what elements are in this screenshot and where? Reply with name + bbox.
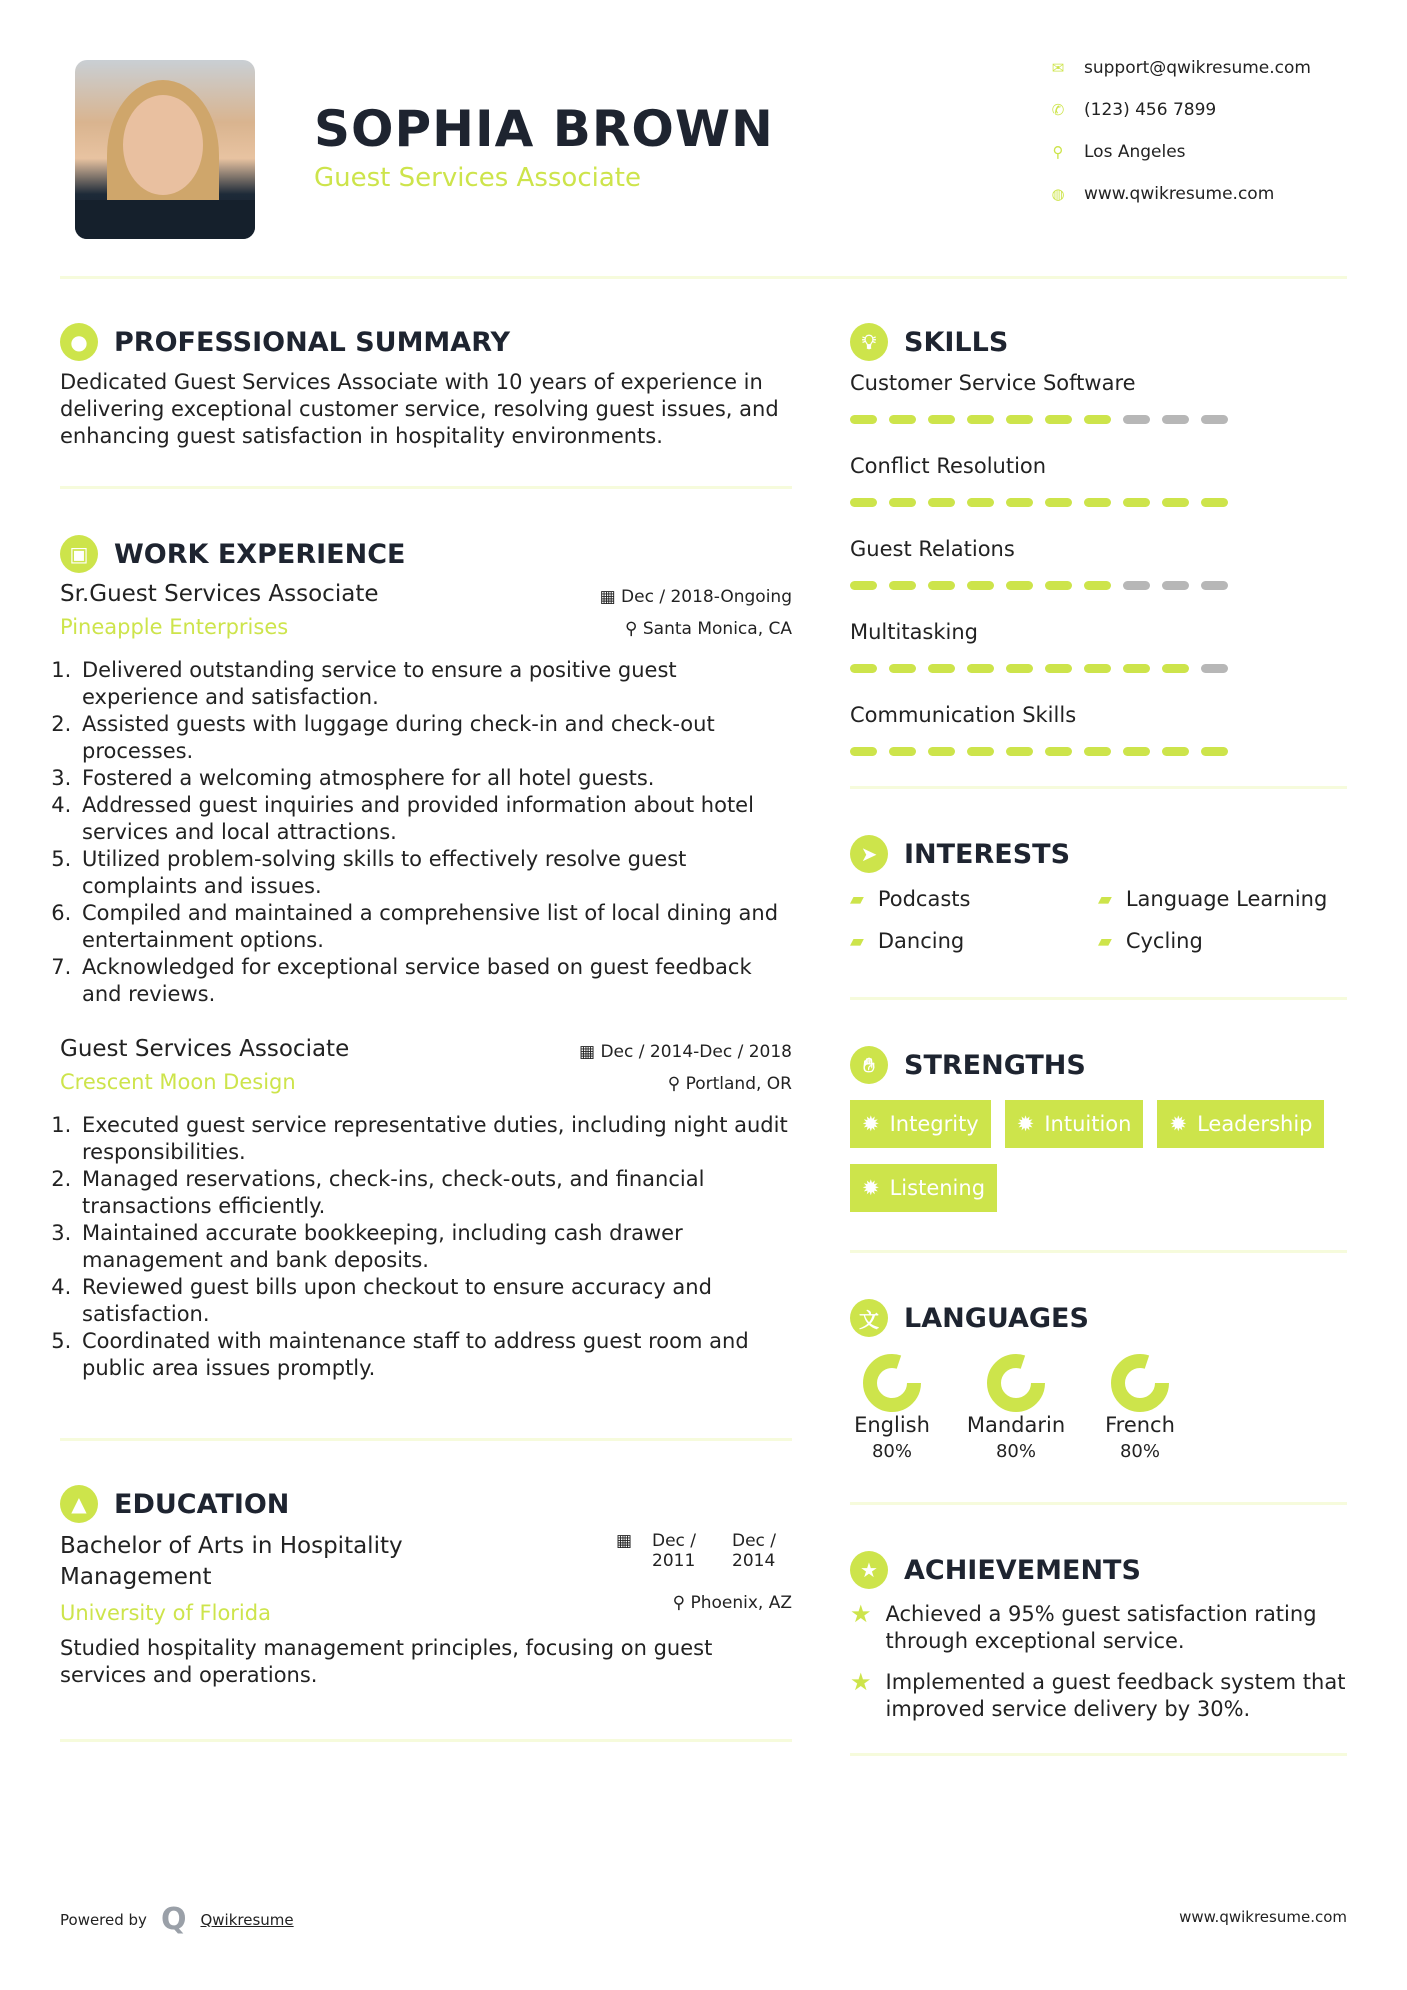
job-title: Guest Services Associate [60, 1036, 350, 1062]
duty-item: 2. Assisted guests with luggage during check-in and check-out processes. [78, 711, 792, 765]
language-ring [862, 1353, 922, 1413]
skill-level-bar [850, 747, 1347, 756]
divider [850, 1753, 1347, 1756]
language-ring [986, 1353, 1046, 1413]
skill-segment [1201, 498, 1228, 507]
skill-segment [1162, 498, 1189, 507]
language-item [850, 1353, 934, 1462]
skill-segment [1201, 581, 1228, 590]
duty-item: 3. Maintained accurate bookkeeping, including cash drawer management and bank deposits. [78, 1220, 792, 1274]
badge-icon: ✹ [1016, 1112, 1035, 1136]
skill-segment [967, 747, 994, 756]
strengths-heading [850, 1046, 1347, 1084]
language-ring [1110, 1353, 1170, 1413]
heading-text: PROFESSIONAL SUMMARY [114, 326, 511, 358]
skill-level-bar [850, 581, 1347, 590]
skill-segment [850, 747, 877, 756]
summary-text: Dedicated Guest Services Associate with 10 years of experience in delivering exceptional customer service, resolving guest issues, and enhancing guest satisfaction in hospitality environments. [60, 370, 779, 448]
skill-segment [1006, 664, 1033, 673]
divider [850, 1502, 1347, 1505]
book-icon: ▰ [1098, 930, 1112, 952]
duty-item: 3. Fostered a welcoming atmosphere for all hotel guests. [78, 765, 792, 792]
heading-text: WORK EXPERIENCE [114, 538, 406, 570]
skill-segment [1006, 747, 1033, 756]
skill-level-bar [850, 498, 1347, 507]
skill-segment [1045, 498, 1072, 507]
left-column [60, 323, 792, 1742]
languages-heading [850, 1299, 1347, 1337]
graduation-icon: ▲ [60, 1485, 98, 1523]
strength-label: Listening [889, 1176, 986, 1200]
divider [60, 1739, 792, 1742]
paper-plane-icon: ➤ [850, 835, 888, 873]
language-item [966, 1353, 1066, 1462]
language-percent: 80% [1119, 1441, 1160, 1462]
heading-text: INTERESTS [904, 838, 1071, 870]
divider [850, 786, 1347, 789]
skill-segment [1201, 415, 1228, 424]
summary-heading [60, 323, 792, 361]
job-location: Santa Monica, CA [642, 619, 792, 639]
translate-icon: 文 [850, 1299, 888, 1337]
education-heading [60, 1485, 792, 1523]
duty-item: 4. Reviewed guest bills upon checkout to ensure accuracy and satisfaction. [78, 1274, 792, 1328]
strength-label: Integrity [889, 1112, 979, 1136]
skill-segment [1162, 415, 1189, 424]
qwikresume-logo-icon: Q [160, 1902, 187, 1937]
skill-name: Guest Relations [850, 537, 1015, 561]
skill-name: Conflict Resolution [850, 454, 1047, 478]
map-pin-icon: ⚲ [1052, 143, 1064, 161]
skill-segment [1084, 747, 1111, 756]
contact-location [1050, 142, 1186, 162]
languages-section [850, 1299, 1347, 1462]
languages-list [850, 1353, 1347, 1462]
strength-tag [850, 1100, 991, 1148]
skill-segment [1201, 664, 1228, 673]
book-icon: ▰ [1098, 888, 1112, 910]
candidate-title: Guest Services Associate [314, 163, 641, 193]
skill-segment [1123, 747, 1150, 756]
edu-end: Dec / 2014 [732, 1531, 777, 1571]
skill-segment [1006, 498, 1033, 507]
duty-item: 7. Acknowledged for exceptional service based on guest feedback and reviews. [78, 954, 792, 1008]
work-section [60, 535, 792, 1382]
skill-segment [889, 747, 916, 756]
skill-segment [967, 415, 994, 424]
skill-segment [1045, 415, 1072, 424]
education-text: Studied hospitality management principles, focusing on guest services and operations. [60, 1636, 713, 1687]
star-icon: ★ [850, 1668, 872, 1696]
calendar-icon: ▦ [599, 587, 622, 607]
achievements-section [850, 1551, 1347, 1723]
interest-item [850, 887, 1098, 911]
skill-segment [928, 498, 955, 507]
duty-item: 5. Coordinated with maintenance staff to address guest room and public area issues promptly. [78, 1328, 792, 1382]
interest-item [1098, 929, 1338, 953]
job-entry [60, 581, 792, 1008]
skill-segment [1006, 415, 1033, 424]
skill-segment [967, 581, 994, 590]
strength-tag [1005, 1100, 1144, 1148]
skill-segment [1201, 747, 1228, 756]
skill-segment [889, 498, 916, 507]
calendar-icon: ▦ [615, 1531, 632, 1551]
skill-segment [928, 581, 955, 590]
pin-icon: ⚲ [672, 1593, 691, 1613]
contact-website[interactable] [1050, 184, 1274, 204]
skill-level-bar [850, 415, 1347, 424]
skill-segment [1045, 664, 1072, 673]
skill-segment [850, 581, 877, 590]
interests-section [850, 835, 1347, 953]
skill-segment [1084, 581, 1111, 590]
star-icon: ★ [850, 1600, 872, 1628]
location-text: Los Angeles [1084, 142, 1186, 162]
calendar-icon: ▦ [579, 1042, 601, 1062]
skill-segment [928, 664, 955, 673]
achievement-item [850, 1601, 1347, 1655]
edu-location: Phoenix, AZ [690, 1593, 792, 1613]
skill-segment [1123, 664, 1150, 673]
book-icon: ▰ [850, 930, 864, 952]
skill-segment [850, 498, 877, 507]
book-icon: ▰ [850, 888, 864, 910]
skill-segment [1123, 498, 1150, 507]
skill-segment [1162, 664, 1189, 673]
job-duties [60, 1112, 792, 1382]
envelope-icon: ✉ [1051, 59, 1065, 77]
skill-name: Customer Service Software [850, 371, 1136, 395]
duty-item: 6. Compiled and maintained a comprehensive list of local dining and entertainment options. [78, 900, 792, 954]
contact-email[interactable] [1050, 58, 1311, 78]
heading-text: EDUCATION [114, 1488, 290, 1520]
skill-segment [889, 664, 916, 673]
duty-item: 1. Executed guest service representative duties, including night audit responsibilities. [78, 1112, 792, 1166]
language-percent: 80% [871, 1441, 912, 1462]
heading-text: LANGUAGES [904, 1302, 1089, 1334]
skill-segment [967, 498, 994, 507]
award-icon: ★ [850, 1551, 888, 1589]
divider [850, 1250, 1347, 1253]
interest-item [1098, 887, 1338, 911]
skill-name: Communication Skills [850, 703, 1077, 727]
skills-section [850, 323, 1347, 756]
duty-item: 2. Managed reservations, check-ins, check-outs, and financial transactions efficiently. [78, 1166, 792, 1220]
language-name: Mandarin [966, 1413, 1066, 1437]
skill-segment [850, 415, 877, 424]
interest-label: Cycling [1125, 929, 1203, 953]
language-name: French [1105, 1413, 1175, 1437]
duty-item: 5. Utilized problem-solving skills to effectively resolve guest complaints and issues. [78, 846, 792, 900]
divider [850, 997, 1347, 1000]
summary-section [60, 323, 792, 450]
email-text: support@qwikresume.com [1084, 58, 1311, 78]
interest-label: Dancing [877, 929, 965, 953]
website-text: www.qwikresume.com [1084, 184, 1275, 204]
phone-text: (123) 456 7899 [1084, 100, 1217, 120]
lightbulb-icon: 💡︎ [850, 323, 888, 361]
divider [60, 1438, 792, 1441]
header-divider [60, 276, 1347, 279]
language-percent: 80% [995, 1441, 1036, 1462]
strength-tag [1157, 1100, 1324, 1148]
footer-url[interactable]: www.qwikresume.com [1179, 1908, 1347, 1926]
job-duties [60, 657, 792, 1008]
skill-segment [1123, 581, 1150, 590]
heading-text: SKILLS [904, 326, 1009, 358]
phone-icon: ✆ [1051, 101, 1065, 119]
achievement-item [850, 1669, 1347, 1723]
skill-level-bar [850, 664, 1347, 673]
achievement-text: Achieved a 95% guest satisfaction rating through exceptional service. [885, 1602, 1317, 1653]
achievements-heading [850, 1551, 1347, 1589]
right-column [850, 323, 1347, 1756]
powered-by-text: Powered by [60, 1910, 147, 1929]
education-section [60, 1485, 792, 1689]
job-entry [60, 1036, 792, 1382]
user-icon: ● [60, 323, 98, 361]
skill-segment [1162, 581, 1189, 590]
interest-item [850, 929, 1098, 953]
interests-heading [850, 835, 1347, 873]
badge-icon: ✹ [862, 1176, 880, 1200]
skill-segment [967, 664, 994, 673]
divider [60, 486, 792, 489]
interest-label: Language Learning [1125, 887, 1328, 911]
language-name: English [854, 1413, 930, 1437]
skill-segment [928, 747, 955, 756]
heading-text: ACHIEVEMENTS [904, 1554, 1141, 1586]
interest-label: Podcasts [877, 887, 971, 911]
company-name: Crescent Moon Design [60, 1070, 296, 1094]
duty-item: 1. Delivered outstanding service to ensure a positive guest experience and satisfaction. [78, 657, 792, 711]
skill-segment [1123, 415, 1150, 424]
job-date: Dec / 2018-Ongoing [621, 587, 792, 607]
skill-segment [889, 415, 916, 424]
duty-item: 4. Addressed guest inquiries and provided information about hotel services and local attractions. [78, 792, 792, 846]
edu-start: Dec / 2011 [652, 1531, 697, 1571]
job-title: Sr.Guest Services Associate [60, 581, 379, 607]
skill-segment [1045, 747, 1072, 756]
skill-segment [1084, 498, 1111, 507]
strength-tag [850, 1164, 997, 1212]
degree: Bachelor of Arts in Hospitality Management [60, 1533, 403, 1590]
contact-phone [1050, 100, 1216, 120]
strength-label: Intuition [1044, 1112, 1132, 1136]
candidate-name: SOPHIA BROWN [314, 100, 774, 158]
skill-segment [1045, 581, 1072, 590]
strengths-section [850, 1046, 1347, 1212]
pin-icon: ⚲ [625, 619, 643, 639]
work-heading [60, 535, 792, 573]
achievement-text: Implemented a guest feedback system that improved service delivery by 30%. [885, 1670, 1346, 1721]
skill-segment [1084, 415, 1111, 424]
skill-segment [928, 415, 955, 424]
job-date: Dec / 2014-Dec / 2018 [600, 1042, 792, 1062]
language-item [1098, 1353, 1182, 1462]
skills-list [850, 371, 1347, 756]
skill-segment [1084, 664, 1111, 673]
footer-powered [60, 1902, 294, 1937]
brand-link[interactable]: Qwikresume [200, 1910, 294, 1929]
skills-heading [850, 323, 1347, 361]
skill-segment [1006, 581, 1033, 590]
company-name: Pineapple Enterprises [60, 615, 289, 639]
profile-photo [75, 60, 255, 239]
briefcase-icon: ▣ [60, 535, 98, 573]
school-name: University of Florida [60, 1601, 271, 1625]
skill-segment [850, 664, 877, 673]
skill-name: Multitasking [850, 620, 979, 644]
heading-text: STRENGTHS [904, 1049, 1086, 1081]
globe-icon: ◍ [1051, 185, 1065, 203]
strength-label: Leadership [1197, 1112, 1313, 1136]
badge-icon: ✹ [862, 1112, 880, 1136]
hand-icon: ✋︎ [850, 1046, 888, 1084]
job-location: Portland, OR [685, 1074, 792, 1094]
badge-icon: ✹ [1169, 1112, 1188, 1136]
pin-icon: ⚲ [667, 1074, 686, 1094]
skill-segment [1162, 747, 1189, 756]
skill-segment [889, 581, 916, 590]
